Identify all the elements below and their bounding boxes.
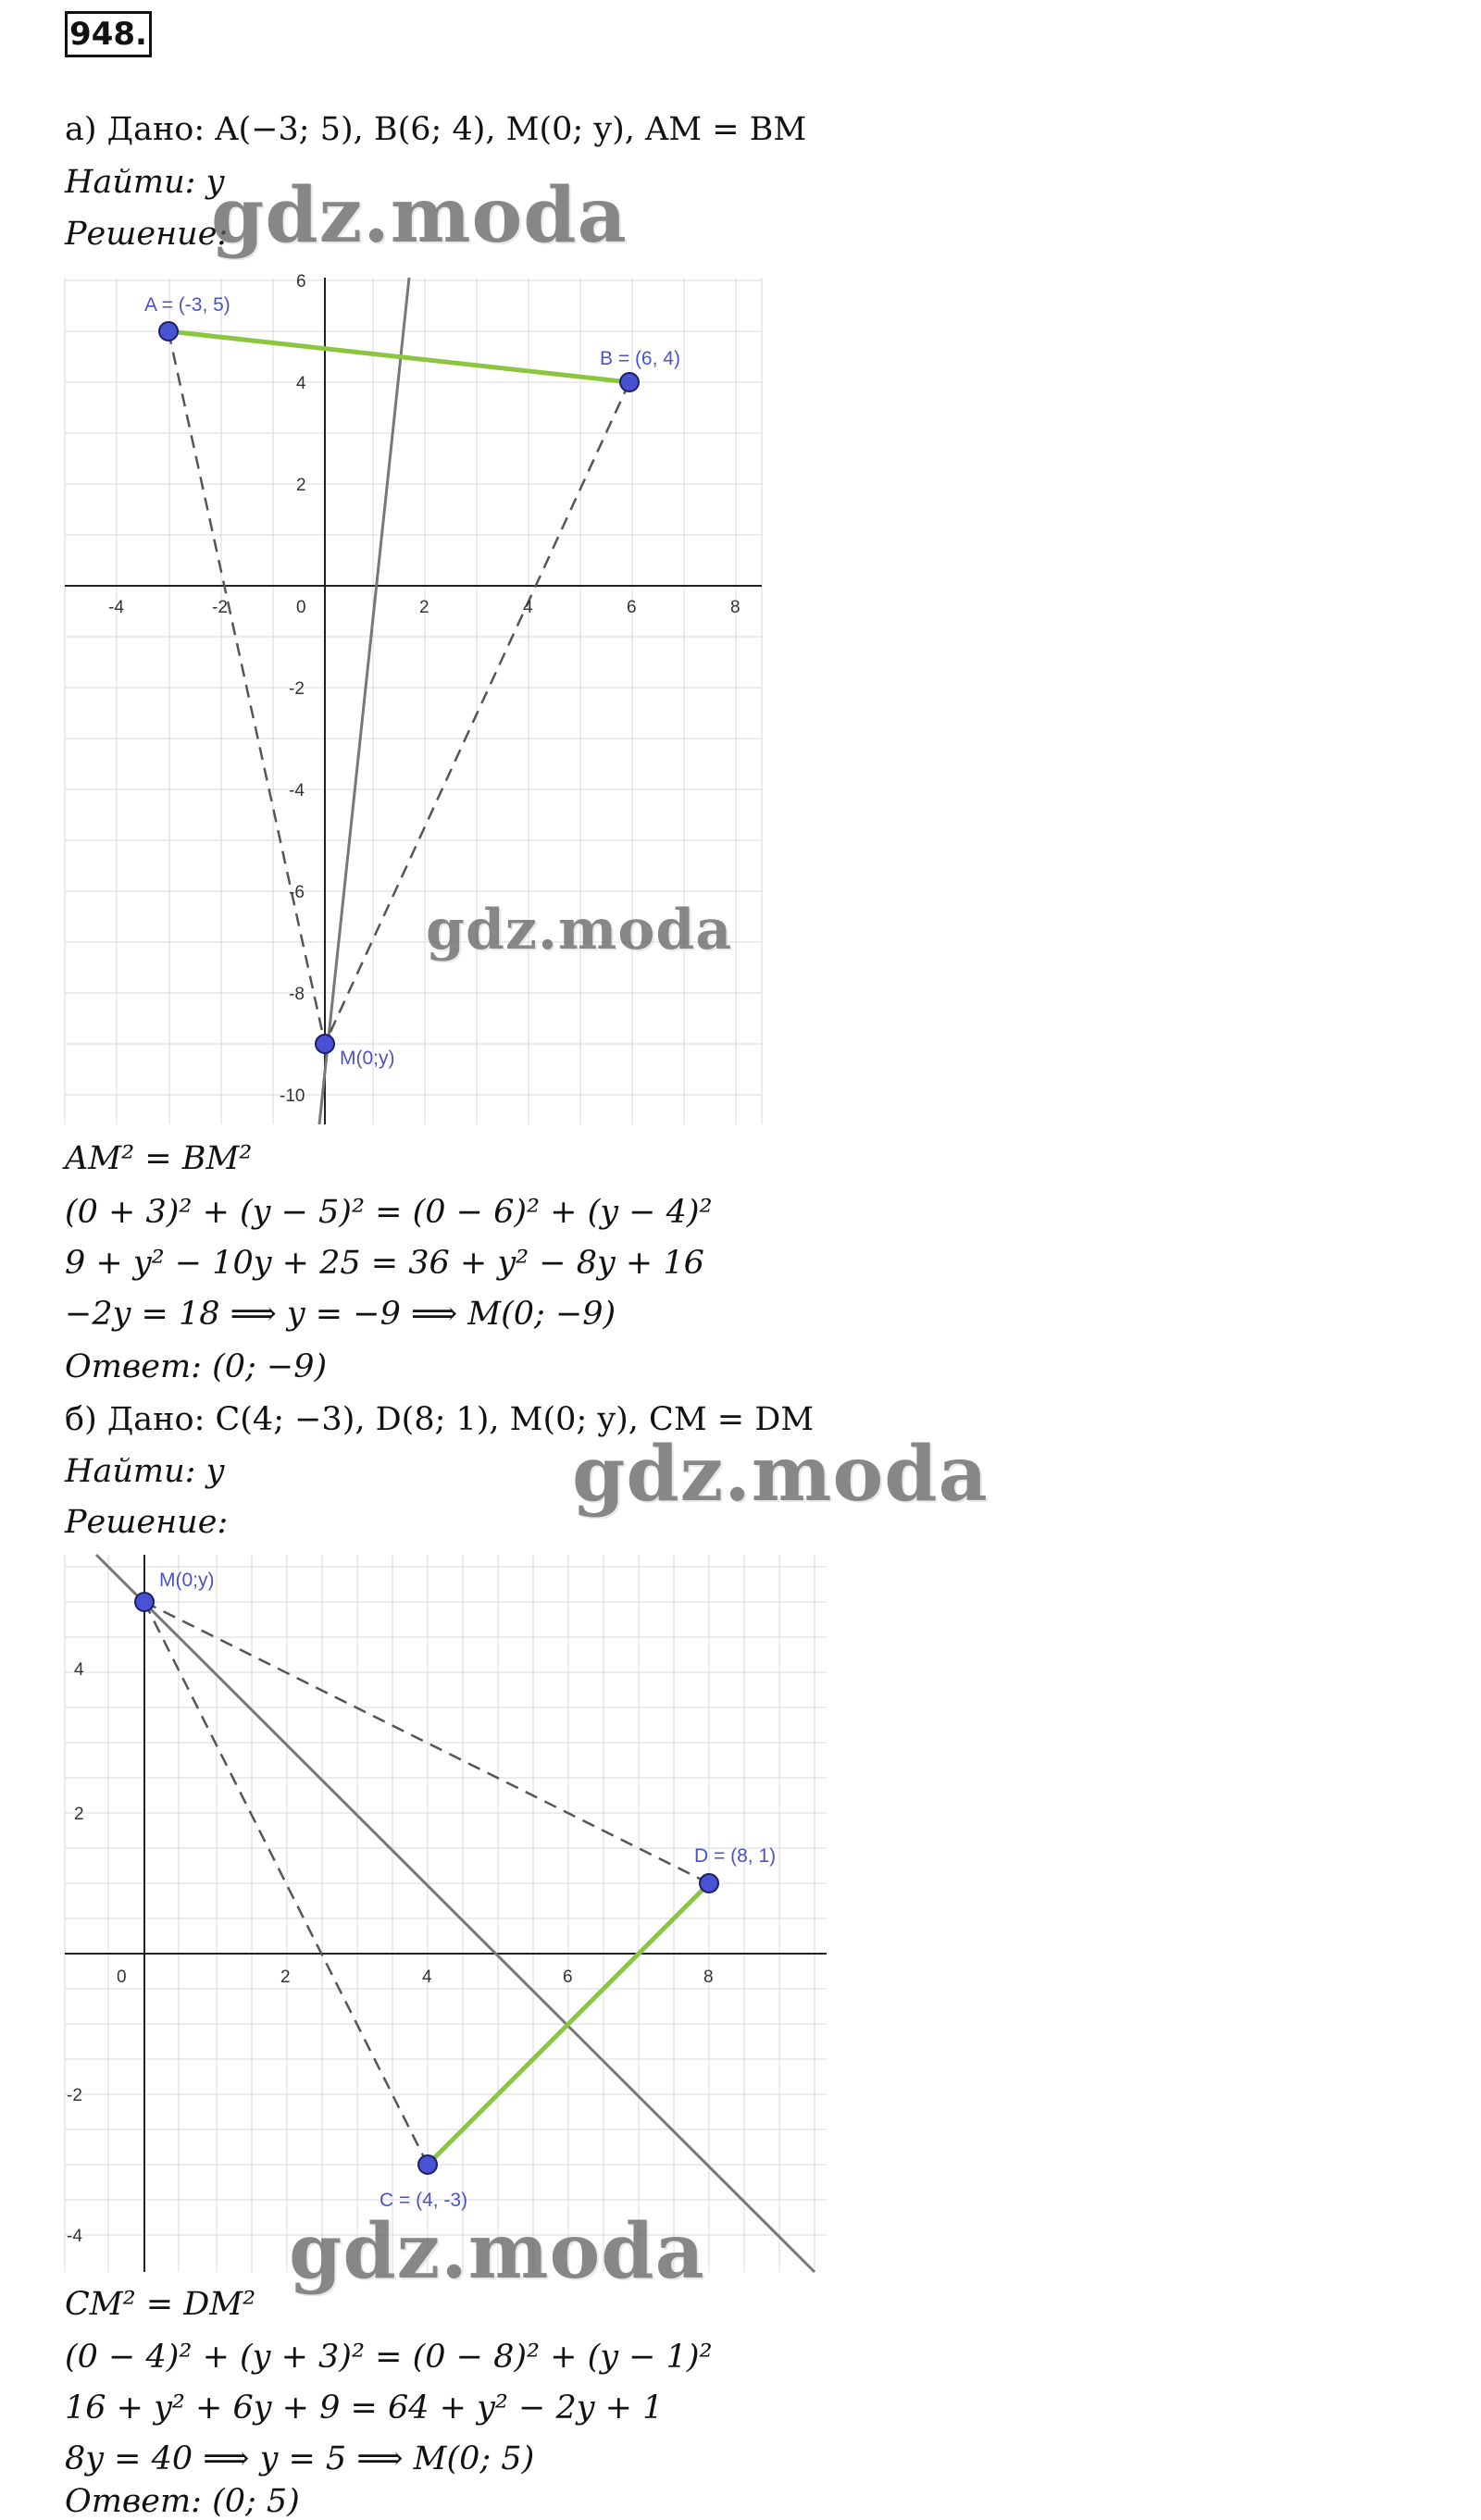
graph-a-tick-x: 6 — [627, 598, 637, 617]
watermark: gdz.moda — [426, 898, 733, 962]
part-a-step-1: AM² = BM² — [65, 1140, 253, 1177]
part-a-solution-label: Решение: — [65, 216, 229, 253]
graph-b-label-m: M(0;y) — [159, 1570, 215, 1591]
graph-b-grid — [65, 1555, 827, 2272]
graph-b-tick-x: 8 — [703, 1968, 714, 1987]
problem-number: 948. — [65, 11, 152, 57]
graph-a-tick-y: -8 — [289, 985, 305, 1004]
part-b-solution-label: Решение: — [65, 1504, 229, 1541]
watermark: gdz.moda — [572, 1430, 989, 1519]
graph-b-tick-y: 4 — [74, 1660, 84, 1680]
part-a-step-2: (0 + 3)² + (y − 5)² = (0 − 6)² + (y − 4)² — [65, 1194, 713, 1231]
part-b-step-1: CM² = DM² — [65, 2286, 256, 2323]
graph-a-label-m: M(0;y) — [340, 1048, 395, 1069]
graph-a-tick-x: 4 — [523, 598, 533, 617]
graph-a-tick-y: -4 — [289, 781, 305, 801]
part-b-step-3: 16 + y² + 6y + 9 = 64 + y² − 2y + 1 — [65, 2390, 664, 2427]
part-b-step-4: 8y = 40 ⟹ y = 5 ⟹ M(0; 5) — [65, 2440, 535, 2477]
graph-b-tick-y: -2 — [67, 2086, 82, 2105]
graph-a-tick-y: -6 — [289, 883, 305, 902]
graph-b-tick-x: 0 — [117, 1968, 127, 1987]
graph-a-tick-y: -2 — [289, 679, 305, 699]
graph-a-tick-x: -4 — [108, 598, 124, 617]
part-a-step-3: 9 + y² − 10y + 25 = 36 + y² − 8y + 16 — [65, 1245, 704, 1282]
part-a-given: а) Дано: A(−3; 5), B(6; 4), M(0; y), AM = BM — [65, 111, 807, 148]
graph-a-label-a: A = (-3, 5) — [144, 294, 230, 316]
part-b-given: б) Дано: C(4; −3), D(8; 1), M(0; y), CM = DM — [65, 1401, 815, 1438]
graph-b-point-m — [135, 1593, 154, 1611]
graph-b-tick-x: 2 — [280, 1968, 291, 1987]
graph-b-tick-y: 2 — [74, 1805, 84, 1824]
graph-a-tick-y: -10 — [280, 1086, 305, 1106]
graph-a-tick-x: 0 — [296, 598, 306, 617]
part-b-step-2: (0 − 4)² + (y + 3)² = (0 − 8)² + (y − 1)² — [65, 2339, 713, 2376]
graph-b-tick-x: 4 — [422, 1968, 432, 1987]
graph-a-tick-x: 2 — [419, 598, 429, 617]
graph-b-label-c: C = (4, -3) — [380, 2190, 468, 2211]
part-b-find: Найти: y — [65, 1453, 225, 1490]
graph-a-tick-y: 2 — [296, 476, 306, 495]
part-b-answer: Ответ: (0; 5) — [65, 2483, 300, 2520]
graph-a-tick-x: 8 — [730, 598, 740, 617]
graph-a-tick-y: 6 — [296, 272, 306, 292]
watermark: gdz.moda — [289, 2207, 705, 2296]
part-a-step-4: −2y = 18 ⟹ y = −9 ⟹ M(0; −9) — [65, 1296, 616, 1333]
graph-b-label-d: D = (8, 1) — [694, 1845, 777, 1867]
graph-a-label-b: B = (6, 4) — [600, 348, 680, 369]
graph-b-tick-x: 6 — [563, 1968, 573, 1987]
watermark: gdz.moda — [211, 171, 628, 260]
graph-a-tick-x: -2 — [212, 598, 228, 617]
graph-b-tick-y: -4 — [67, 2227, 82, 2246]
graph-a-tick-y: 4 — [296, 374, 306, 393]
part-a-find: Найти: y — [65, 164, 225, 201]
graph-b-point-c — [418, 2155, 437, 2174]
graph-b-point-d — [700, 1874, 718, 1893]
part-a-answer: Ответ: (0; −9) — [65, 1348, 328, 1385]
